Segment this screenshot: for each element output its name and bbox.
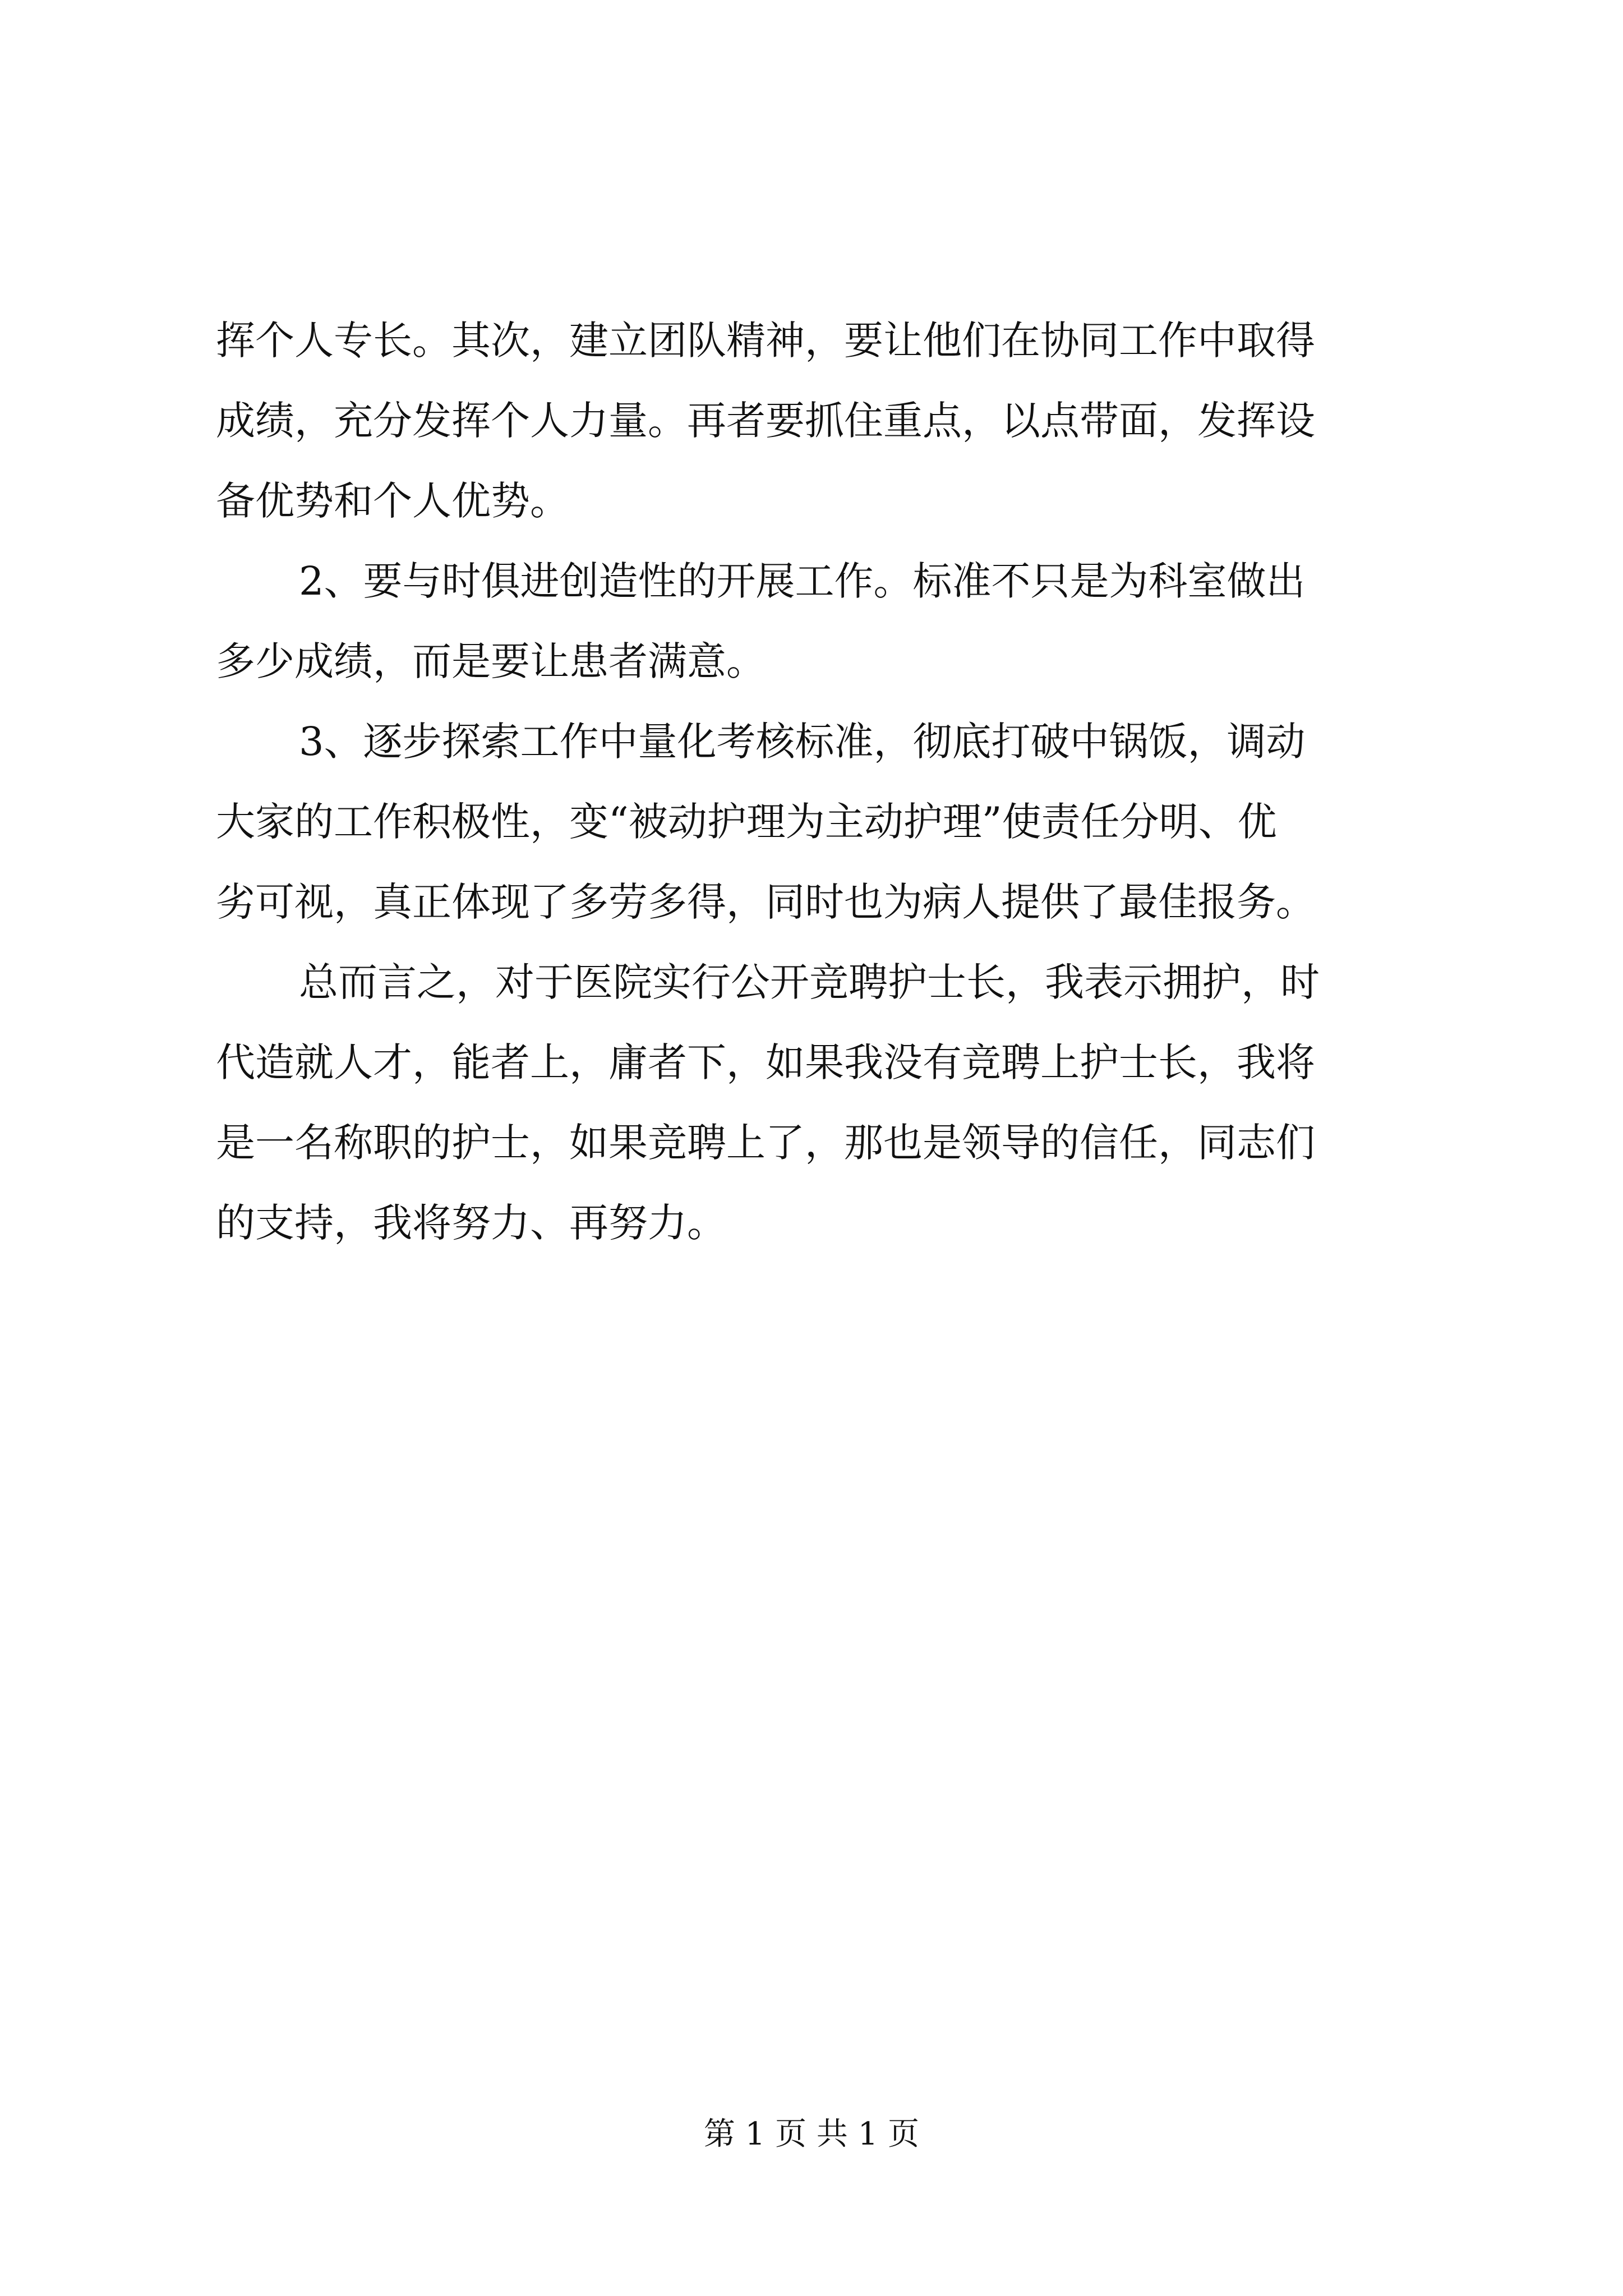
text-line: 成绩，充分发挥个人力量。再者要抓住重点，以点带面，发挥设: [216, 398, 1315, 444]
text-line: 3、逐步探索工作中量化考核标准，彻底打破中锅饭，调动: [299, 719, 1306, 765]
text-line: 挥个人专长。其次，建立团队精神，要让他们在协同工作中取得: [216, 318, 1315, 364]
text-line: 总而言之，对于医院实行公开竞聘护士长，我表示拥护，时: [299, 959, 1320, 1005]
text-line: 多少成绩，而是要让患者满意。: [216, 638, 766, 684]
paragraph: [216, 541, 1438, 702]
text-line: 备优势和个人优势。: [216, 478, 569, 524]
text-line: 代造就人才，能者上，庸者下，如果我没有竞聘上护士长，我将: [216, 1039, 1315, 1085]
text-line: 劣可视，真正体现了多劳多得，同时也为病人提供了最佳报务。: [216, 879, 1315, 925]
page-number-indicator: 第 1 页 共 1 页: [703, 2116, 920, 2152]
page-footer: [0, 2115, 1623, 2154]
paragraph: [216, 702, 1438, 942]
text-line: 大家的工作积极性，变“被动护理为主动护理”使责任分明、优: [216, 799, 1277, 845]
text-line: 是一名称职的护士，如果竞聘上了，那也是领导的信任，同志们: [216, 1120, 1315, 1166]
text-line: 的支持，我将努力、再努力。: [216, 1200, 726, 1246]
paragraph: [216, 942, 1438, 1263]
paragraph: [216, 301, 1438, 541]
document-body: [216, 301, 1438, 1263]
text-line: 2、要与时俱进创造性的开展工作。标准不只是为科室做出: [299, 558, 1306, 604]
